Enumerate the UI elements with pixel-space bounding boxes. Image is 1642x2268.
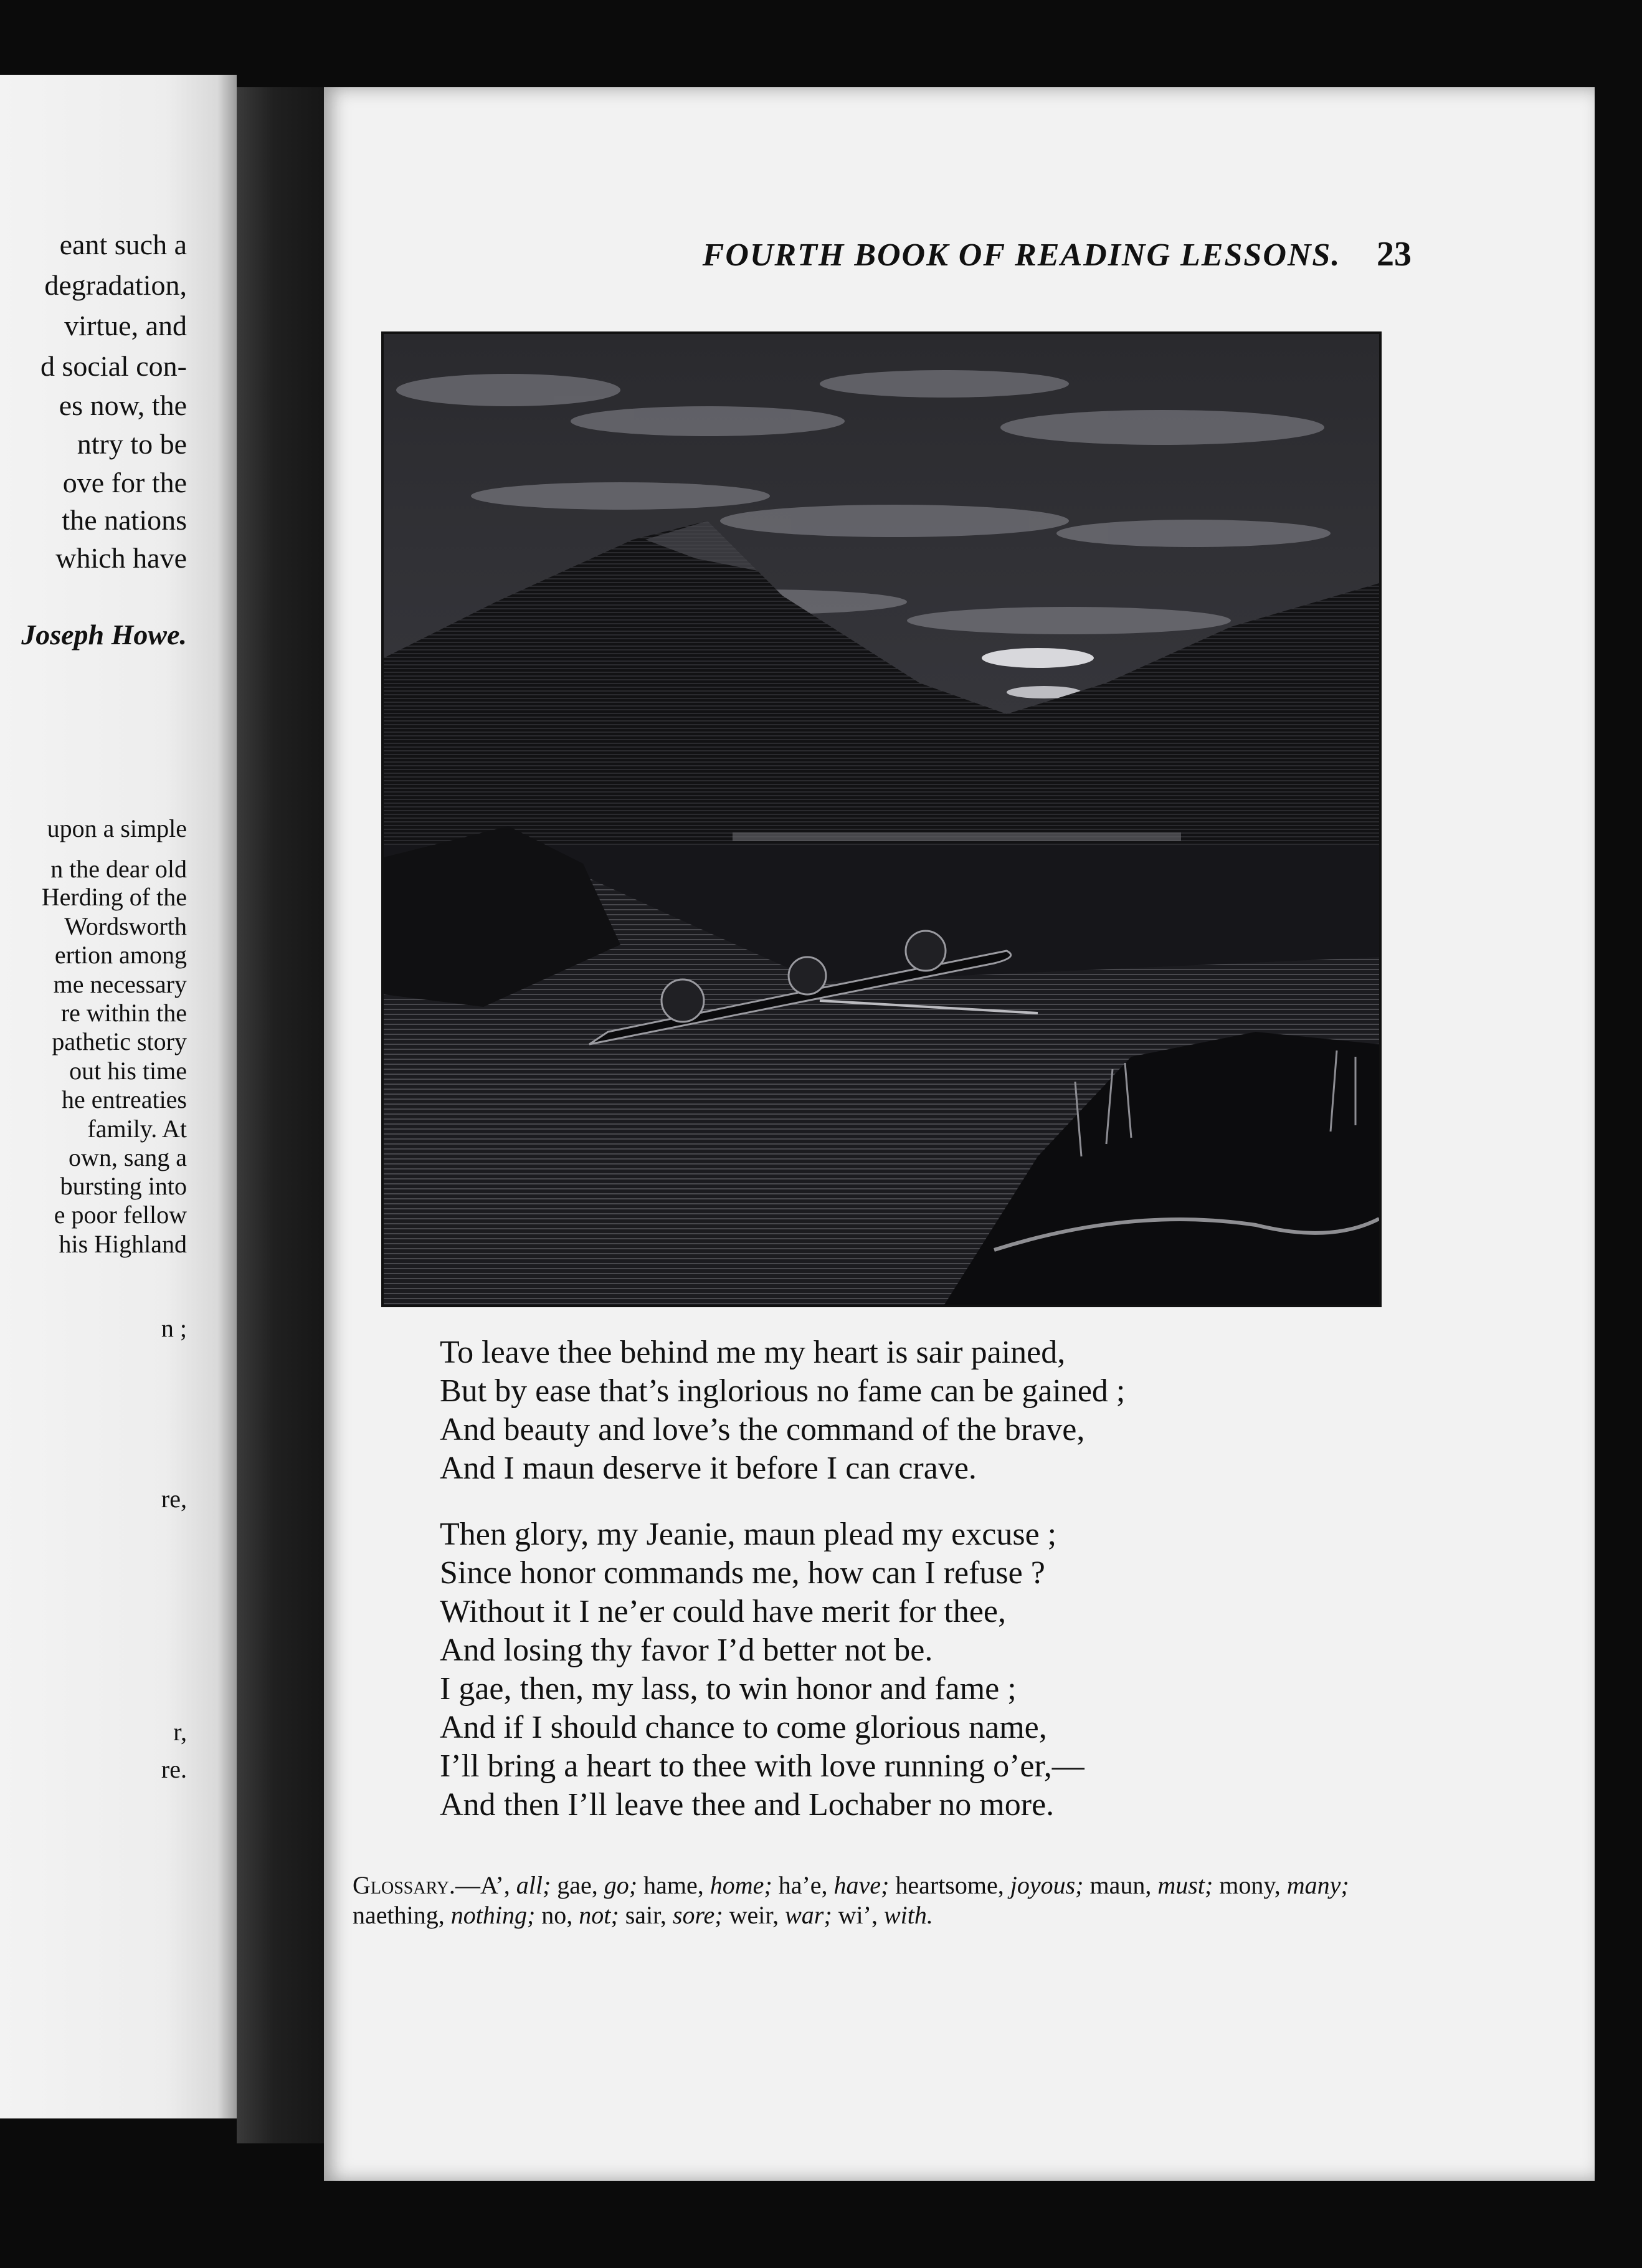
glossary: Glossary.—A’, all; gae, go; hame, home; ha’e, have; heartsome, joyous; maun, must; mony, many; naething, nothing; no, not; sair, sore; weir, war; wi’, with. [353,1871,1349,1929]
facing-page-text-fragment: es now, the [59,389,187,421]
poem-line: I gae, then, my lass, to win honor and fame ; [440,1671,1017,1707]
glossary-word: gae, [557,1871,598,1899]
glossary-word: no, [541,1901,573,1929]
glossary-word: weir, [729,1901,779,1929]
facing-page-text-fragment: Joseph Howe. [21,619,187,650]
facing-page-text-fragment: degradation, [44,269,187,301]
facing-page-text-fragment: r, [173,1718,187,1746]
glossary-word: A’, [480,1871,510,1899]
poem-line: And beauty and love’s the command of the brave, [440,1412,1085,1447]
night-loch-scene [384,334,1379,1305]
poem-line: Since honor commands me, how can I refuse ? [440,1555,1045,1591]
poem-line: I’ll bring a heart to thee with love running o’er,— [440,1748,1084,1784]
glossary-meaning: go; [604,1871,638,1899]
facing-page-text-fragment: he entreaties [62,1085,187,1113]
facing-page-text-fragment: re. [161,1755,187,1783]
glossary-meaning: must; [1157,1871,1213,1899]
glossary-word: wi’, [838,1901,878,1929]
facing-page-text-fragment: Wordsworth [64,912,187,940]
facing-page-text-fragment: out his time [69,1057,187,1085]
facing-page-text-fragment: own, sang a [69,1143,187,1171]
facing-page-text-fragment: Herding of the [41,883,187,911]
poem-line: Without it I ne’er could have merit for thee, [440,1594,1007,1629]
glossary-meaning: home; [709,1871,772,1899]
glossary-word: maun, [1089,1871,1152,1899]
glossary-heading: Glossary. [353,1871,455,1899]
glossary-meaning: all; [516,1871,551,1899]
facing-page [0,75,237,2118]
facing-page-text-fragment: virtue, and [64,310,187,341]
facing-page-text-fragment: upon a simple [47,814,187,842]
poem-line: But by ease that’s inglorious no fame can be gained ; [440,1373,1126,1409]
facing-page-text-fragment: his Highland [59,1230,187,1258]
moonlit-cloud [982,648,1094,668]
facing-page-text-fragment: me necessary [53,970,187,998]
poem-line: Then glory, my Jeanie, maun plead my excuse ; [440,1517,1057,1552]
page-number: 23 [1377,235,1412,274]
poem-stanza [440,1515,1374,1824]
facing-page-text-fragment: re, [161,1485,187,1513]
poem-line: To leave thee behind me my heart is sair pained, [440,1335,1066,1370]
glossary-meaning: war; [785,1901,832,1929]
glossary-word: sair, [625,1901,667,1929]
poem-line: And then I’ll leave thee and Lochaber no more. [440,1787,1055,1822]
glossary-meaning: with. [884,1901,933,1929]
glossary-word: hame, [643,1871,704,1899]
glossary-meaning: sore; [672,1901,723,1929]
facing-page-text-fragment: ertion among [54,941,187,969]
glossary-word: mony, [1219,1871,1281,1899]
glossary-word: heartsome, [895,1871,1004,1899]
glossary-meaning: have; [833,1871,890,1899]
facing-page-text-fragment: bursting into [60,1172,187,1200]
facing-page-text-fragment: d social con- [40,350,187,382]
glossary-meaning: joyous; [1010,1871,1084,1899]
facing-page-text-fragment: pathetic story [52,1027,187,1055]
facing-page-text-fragment: e poor fellow [54,1201,187,1229]
poem-line: And I maun deserve it before I can crave. [440,1451,977,1486]
facing-page-text-fragment: ove for the [62,467,187,498]
facing-page-text-fragment: which have [55,542,187,574]
running-head: FOURTH BOOK OF READING LESSONS. [702,237,1341,273]
facing-page-text-fragment: n ; [161,1314,187,1342]
book-gutter [237,87,330,2143]
poem-line: And if I should chance to come glorious name, [440,1710,1047,1745]
glossary-meaning: nothing; [450,1901,536,1929]
glossary-meaning: many; [1286,1871,1349,1899]
facing-page-text-fragment: the nations [62,504,187,536]
poem-stanza [440,1333,1374,1488]
glossary-meaning: not; [579,1901,619,1929]
facing-page-text-fragment: n the dear old [50,855,187,883]
facing-page-text-fragment: family. At [87,1115,187,1143]
glossary-word: ha’e, [778,1871,828,1899]
facing-page-text-fragment: eant such a [59,229,187,260]
engraving-illustration [381,331,1382,1307]
page [324,87,1595,2181]
facing-page-text-fragment: re within the [60,999,187,1027]
poem-line: And losing thy favor I’d better not be. [440,1632,933,1668]
poem [440,1333,1374,1852]
facing-page-text-fragment: ntry to be [77,428,187,460]
glossary-word: naething, [353,1901,445,1929]
